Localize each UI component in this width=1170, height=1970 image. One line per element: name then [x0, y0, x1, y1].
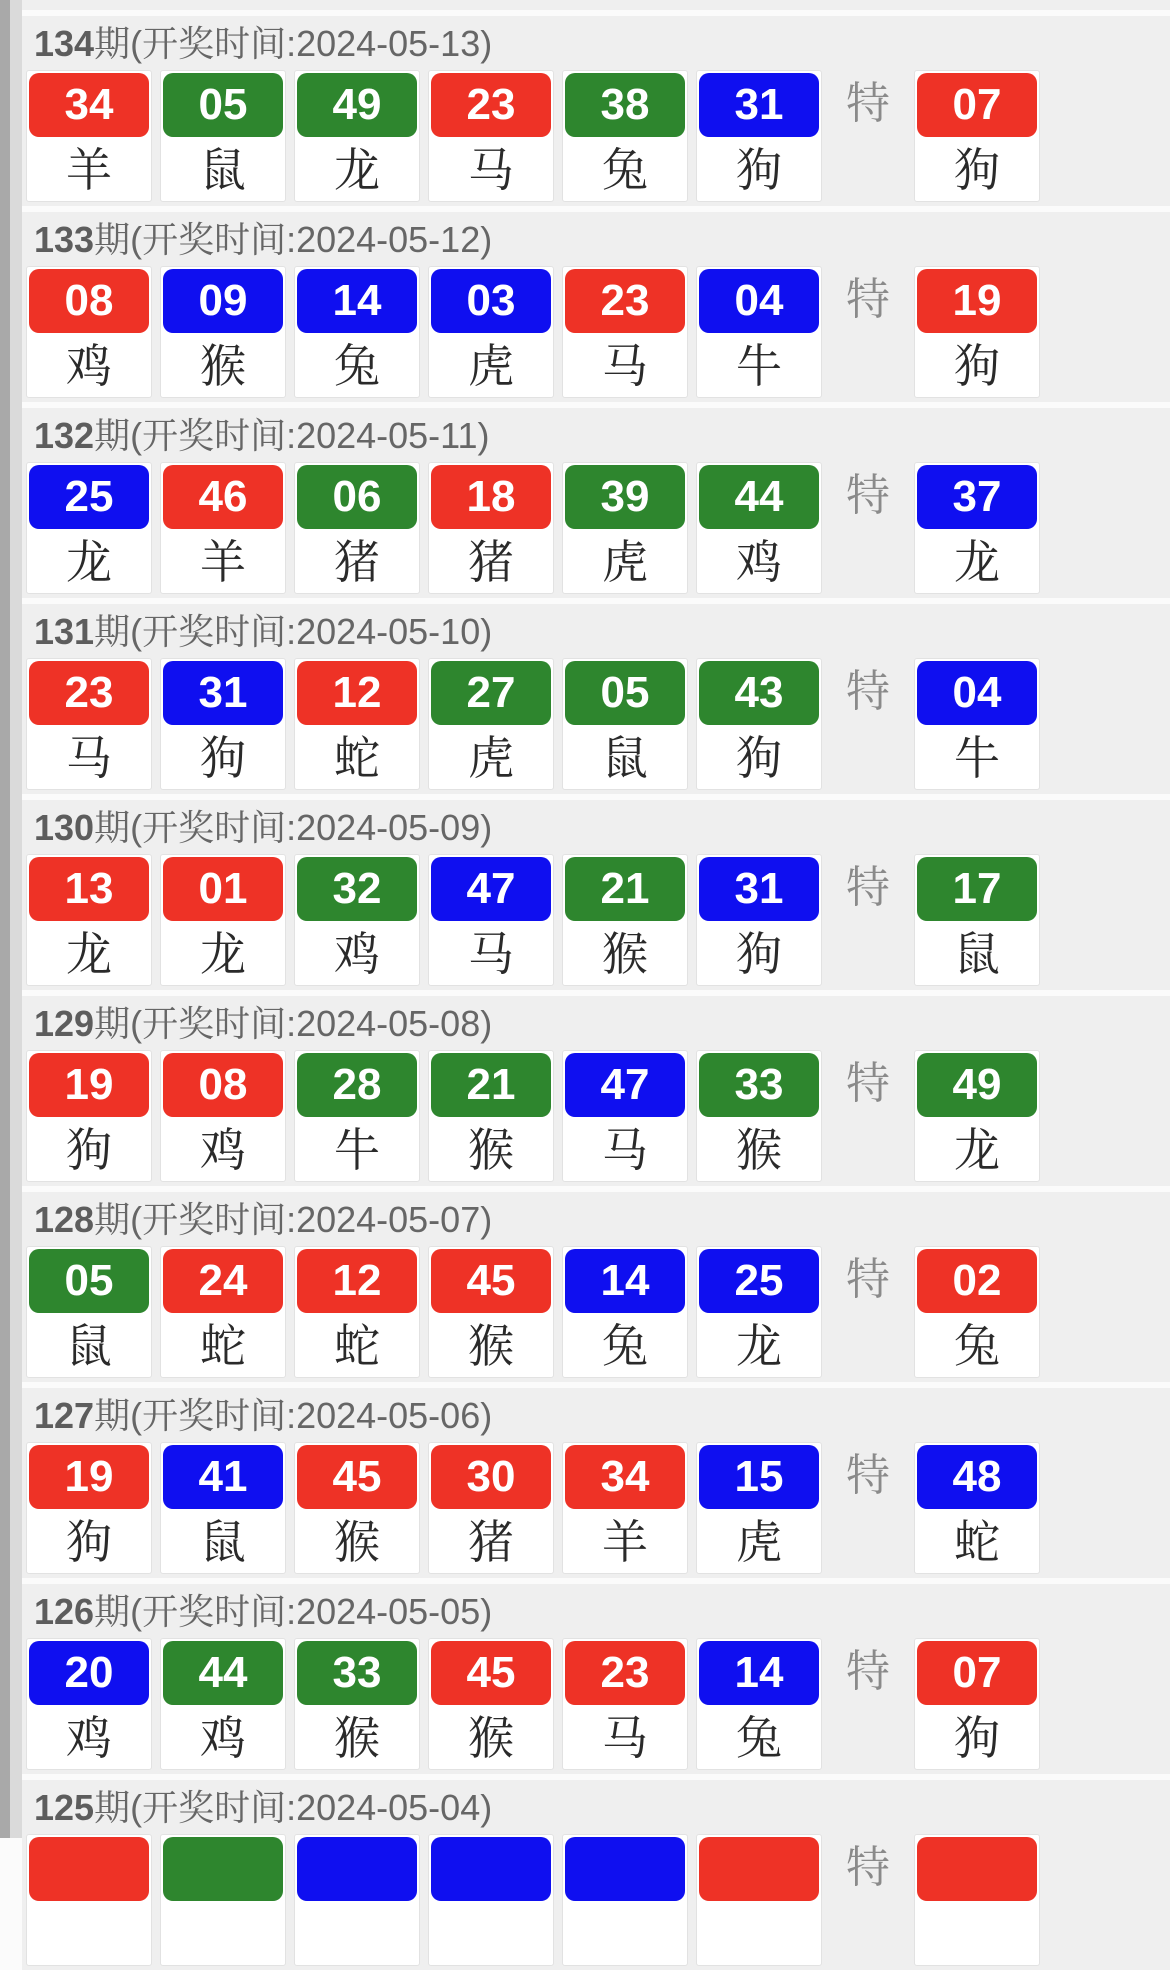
- number-badge: 04: [699, 269, 819, 333]
- number-tile: [562, 1050, 688, 1182]
- draw-period: 133: [34, 219, 95, 260]
- number-tile: [294, 854, 420, 986]
- zodiac-label: 鸡: [200, 1124, 246, 1176]
- number-tile: [160, 70, 286, 202]
- number-badge: 06: [297, 465, 417, 529]
- draw-block: [22, 16, 1170, 206]
- special-label: 特: [846, 667, 890, 716]
- number-badge: 38: [565, 73, 685, 137]
- number-badge: 14: [297, 269, 417, 333]
- draw-period: 129: [34, 1003, 95, 1044]
- number-tile: [294, 1638, 420, 1770]
- zodiac-label: 狗: [66, 1124, 112, 1176]
- number-badge: 05: [565, 661, 685, 725]
- number-badge: 25: [699, 1249, 819, 1313]
- draw-block: [22, 408, 1170, 598]
- draw-header: [26, 1198, 1170, 1242]
- number-badge: 21: [431, 1053, 551, 1117]
- zodiac-label: 鼠: [602, 732, 648, 784]
- draw-block: [22, 996, 1170, 1186]
- number-tile: [562, 70, 688, 202]
- draw-header-text: 期(开奖时间:2024-05-07): [94, 1199, 493, 1240]
- special-label: 特: [846, 1255, 890, 1304]
- number-tile: [160, 266, 286, 398]
- number-badge: 45: [431, 1641, 551, 1705]
- draw-header: [26, 1394, 1170, 1438]
- number-tile: [428, 854, 554, 986]
- special-number-tile: [914, 1638, 1040, 1770]
- number-tile: [26, 462, 152, 594]
- draw-header: [26, 610, 1170, 654]
- number-tile: [160, 854, 286, 986]
- zodiac-label: 鼠: [200, 1516, 246, 1568]
- number-badge: 41: [163, 1445, 283, 1509]
- special-zodiac-label: 龙: [954, 1124, 1000, 1176]
- number-badge: [431, 1837, 551, 1901]
- number-tile: [160, 1638, 286, 1770]
- number-tile: [562, 1638, 688, 1770]
- number-tile: [562, 1246, 688, 1378]
- number-tile: [562, 854, 688, 986]
- number-badge: 08: [29, 269, 149, 333]
- number-badge: 44: [163, 1641, 283, 1705]
- draw-period: 128: [34, 1199, 95, 1240]
- special-zodiac-label: 狗: [954, 340, 1000, 392]
- zodiac-label: 牛: [736, 340, 782, 392]
- zodiac-label: 龙: [66, 928, 112, 980]
- number-tile: [696, 1834, 822, 1966]
- zodiac-label: 猴: [468, 1320, 514, 1372]
- number-tile: [294, 462, 420, 594]
- draw-header-text: 期(开奖时间:2024-05-06): [94, 1395, 493, 1436]
- draw-header-text: 期(开奖时间:2024-05-13): [94, 23, 493, 64]
- number-tile: [160, 1442, 286, 1574]
- number-badge: 05: [29, 1249, 149, 1313]
- number-badge: 25: [29, 465, 149, 529]
- number-badge: 28: [297, 1053, 417, 1117]
- number-tile: [428, 1442, 554, 1574]
- draw-period: 125: [34, 1787, 95, 1828]
- zodiac-label: 马: [602, 1712, 648, 1764]
- zodiac-label: 鸡: [334, 928, 380, 980]
- zodiac-label: 马: [602, 1124, 648, 1176]
- special-number-badge: 04: [917, 661, 1037, 725]
- number-badge: 33: [699, 1053, 819, 1117]
- tile-row: [26, 1050, 1170, 1182]
- zodiac-label: 狗: [736, 732, 782, 784]
- number-tile: [294, 1246, 420, 1378]
- zodiac-label: 兔: [602, 1320, 648, 1372]
- draw-block: [22, 1780, 1170, 1970]
- draw-list: [0, 16, 1170, 1970]
- special-label: 特: [846, 1647, 890, 1696]
- zodiac-label: [27, 1903, 151, 1965]
- special-label: 特: [846, 275, 890, 324]
- number-badge: 30: [431, 1445, 551, 1509]
- zodiac-label: 猴: [736, 1124, 782, 1176]
- number-badge: 45: [297, 1445, 417, 1509]
- draw-period: 134: [34, 23, 95, 64]
- special-number-tile: [914, 1442, 1040, 1574]
- zodiac-label: 虎: [468, 340, 514, 392]
- tile-row: [26, 1638, 1170, 1770]
- draw-block: [22, 1584, 1170, 1774]
- number-tile: [294, 266, 420, 398]
- special-zodiac-label: 龙: [954, 536, 1000, 588]
- number-badge: 24: [163, 1249, 283, 1313]
- number-tile: [428, 70, 554, 202]
- special-label: 特: [846, 1059, 890, 1108]
- number-tile: [562, 266, 688, 398]
- number-tile: [696, 658, 822, 790]
- number-badge: 12: [297, 1249, 417, 1313]
- special-number-tile: [914, 70, 1040, 202]
- special-zodiac-label: 兔: [954, 1320, 1000, 1372]
- number-badge: 18: [431, 465, 551, 529]
- zodiac-label: [161, 1903, 285, 1965]
- number-tile: [294, 70, 420, 202]
- zodiac-label: 猴: [468, 1124, 514, 1176]
- special-number-tile: [914, 658, 1040, 790]
- number-badge: 47: [565, 1053, 685, 1117]
- zodiac-label: 鸡: [200, 1712, 246, 1764]
- special-number-tile: [914, 462, 1040, 594]
- special-number-badge: 37: [917, 465, 1037, 529]
- draw-header-text: 期(开奖时间:2024-05-08): [94, 1003, 493, 1044]
- zodiac-label: 兔: [602, 144, 648, 196]
- number-tile: [696, 1246, 822, 1378]
- draw-block: [22, 212, 1170, 402]
- zodiac-label: 兔: [736, 1712, 782, 1764]
- number-badge: 03: [431, 269, 551, 333]
- zodiac-label: 蛇: [334, 732, 380, 784]
- number-badge: 01: [163, 857, 283, 921]
- zodiac-label: 虎: [602, 536, 648, 588]
- zodiac-label: [295, 1903, 419, 1965]
- number-tile: [428, 1050, 554, 1182]
- special-number-badge: [917, 1837, 1037, 1901]
- tile-row: [26, 854, 1170, 986]
- tile-row: [26, 658, 1170, 790]
- number-tile: [696, 1050, 822, 1182]
- special-label: 特: [846, 79, 890, 128]
- number-tile: [428, 658, 554, 790]
- special-number-badge: 19: [917, 269, 1037, 333]
- zodiac-label: 蛇: [200, 1320, 246, 1372]
- number-tile: [562, 1834, 688, 1966]
- zodiac-label: 羊: [200, 536, 246, 588]
- zodiac-label: 蛇: [334, 1320, 380, 1372]
- number-badge: 39: [565, 465, 685, 529]
- number-badge: 19: [29, 1445, 149, 1509]
- zodiac-label: 兔: [334, 340, 380, 392]
- zodiac-label: 猴: [334, 1712, 380, 1764]
- number-badge: 34: [29, 73, 149, 137]
- number-tile: [696, 1442, 822, 1574]
- draw-header-text: 期(开奖时间:2024-05-04): [94, 1787, 493, 1828]
- zodiac-label: 狗: [200, 732, 246, 784]
- zodiac-label: 猪: [334, 536, 380, 588]
- number-badge: 12: [297, 661, 417, 725]
- draw-period: 126: [34, 1591, 95, 1632]
- special-zodiac-label: 牛: [954, 732, 1000, 784]
- special-label: 特: [846, 1451, 890, 1500]
- number-badge: 32: [297, 857, 417, 921]
- zodiac-label: 马: [468, 928, 514, 980]
- number-badge: [565, 1837, 685, 1901]
- special-number-badge: 17: [917, 857, 1037, 921]
- zodiac-label: 羊: [66, 144, 112, 196]
- draw-header: [26, 1590, 1170, 1634]
- number-tile: [294, 1050, 420, 1182]
- number-badge: 14: [699, 1641, 819, 1705]
- previous-block-sliver: [22, 0, 1170, 10]
- number-tile: [26, 1638, 152, 1770]
- left-gutter-inner-strip: [10, 0, 22, 1838]
- number-badge: 49: [297, 73, 417, 137]
- zodiac-label: 龙: [736, 1320, 782, 1372]
- number-tile: [26, 70, 152, 202]
- draw-period: 131: [34, 611, 95, 652]
- number-tile: [160, 1246, 286, 1378]
- number-tile: [696, 266, 822, 398]
- zodiac-label: 猴: [468, 1712, 514, 1764]
- zodiac-label: 马: [468, 144, 514, 196]
- number-badge: 23: [431, 73, 551, 137]
- draw-header: [26, 22, 1170, 66]
- draw-header-text: 期(开奖时间:2024-05-11): [94, 415, 490, 456]
- draw-block: [22, 1192, 1170, 1382]
- draw-header-text: 期(开奖时间:2024-05-10): [94, 611, 493, 652]
- number-badge: 27: [431, 661, 551, 725]
- draw-header-text: 期(开奖时间:2024-05-05): [94, 1591, 493, 1632]
- special-number-tile: [914, 854, 1040, 986]
- zodiac-label: 鸡: [66, 1712, 112, 1764]
- left-gutter-strip: [0, 0, 10, 1838]
- number-tile: [26, 266, 152, 398]
- number-tile: [428, 462, 554, 594]
- zodiac-label: 虎: [468, 732, 514, 784]
- special-number-badge: 02: [917, 1249, 1037, 1313]
- special-zodiac-label: 蛇: [954, 1516, 1000, 1568]
- number-badge: 44: [699, 465, 819, 529]
- number-tile: [696, 70, 822, 202]
- number-badge: 20: [29, 1641, 149, 1705]
- number-tile: [26, 658, 152, 790]
- zodiac-label: 马: [66, 732, 112, 784]
- number-tile: [294, 658, 420, 790]
- zodiac-label: 鼠: [200, 144, 246, 196]
- number-tile: [294, 1834, 420, 1966]
- special-label: 特: [846, 863, 890, 912]
- number-badge: [29, 1837, 149, 1901]
- draw-header-text: 期(开奖时间:2024-05-09): [94, 807, 493, 848]
- number-badge: 31: [699, 857, 819, 921]
- zodiac-label: 猴: [200, 340, 246, 392]
- draw-header: [26, 806, 1170, 850]
- zodiac-label: 龙: [200, 928, 246, 980]
- draw-header: [26, 218, 1170, 262]
- number-badge: 23: [29, 661, 149, 725]
- special-number-tile: [914, 1050, 1040, 1182]
- number-badge: 21: [565, 857, 685, 921]
- zodiac-label: 鼠: [66, 1320, 112, 1372]
- number-badge: 34: [565, 1445, 685, 1509]
- special-number-badge: 49: [917, 1053, 1037, 1117]
- special-zodiac-label: [915, 1903, 1039, 1965]
- number-tile: [428, 266, 554, 398]
- number-tile: [428, 1834, 554, 1966]
- number-badge: 31: [699, 73, 819, 137]
- zodiac-label: [429, 1903, 553, 1965]
- zodiac-label: 鸡: [736, 536, 782, 588]
- number-tile: [562, 658, 688, 790]
- tile-row: [26, 1834, 1170, 1966]
- special-number-tile: [914, 266, 1040, 398]
- special-zodiac-label: 狗: [954, 144, 1000, 196]
- special-zodiac-label: 狗: [954, 1712, 1000, 1764]
- number-badge: [297, 1837, 417, 1901]
- draw-header: [26, 1002, 1170, 1046]
- zodiac-label: 虎: [736, 1516, 782, 1568]
- zodiac-label: [697, 1903, 821, 1965]
- special-number-tile: [914, 1246, 1040, 1378]
- zodiac-label: 猴: [334, 1516, 380, 1568]
- number-badge: 15: [699, 1445, 819, 1509]
- number-tile: [26, 1050, 152, 1182]
- number-badge: 19: [29, 1053, 149, 1117]
- number-badge: 13: [29, 857, 149, 921]
- draw-block: [22, 604, 1170, 794]
- number-tile: [26, 1246, 152, 1378]
- number-tile: [562, 462, 688, 594]
- special-number-badge: 48: [917, 1445, 1037, 1509]
- number-tile: [696, 1638, 822, 1770]
- number-tile: [26, 1442, 152, 1574]
- zodiac-label: 猴: [602, 928, 648, 980]
- zodiac-label: 狗: [736, 144, 782, 196]
- number-badge: 43: [699, 661, 819, 725]
- number-tile: [26, 854, 152, 986]
- number-badge: 33: [297, 1641, 417, 1705]
- zodiac-label: 羊: [602, 1516, 648, 1568]
- special-number-badge: 07: [917, 1641, 1037, 1705]
- zodiac-label: 牛: [334, 1124, 380, 1176]
- number-tile: [294, 1442, 420, 1574]
- draw-header-text: 期(开奖时间:2024-05-12): [94, 219, 493, 260]
- tile-row: [26, 266, 1170, 398]
- draw-block: [22, 800, 1170, 990]
- number-badge: 23: [565, 1641, 685, 1705]
- special-number-badge: 07: [917, 73, 1037, 137]
- number-badge: 46: [163, 465, 283, 529]
- zodiac-label: 猪: [468, 536, 514, 588]
- tile-row: [26, 70, 1170, 202]
- number-tile: [160, 1834, 286, 1966]
- number-badge: 09: [163, 269, 283, 333]
- draw-header: [26, 414, 1170, 458]
- number-badge: 08: [163, 1053, 283, 1117]
- number-tile: [160, 658, 286, 790]
- number-badge: 23: [565, 269, 685, 333]
- zodiac-label: 马: [602, 340, 648, 392]
- number-tile: [160, 1050, 286, 1182]
- number-tile: [26, 1834, 152, 1966]
- number-badge: [163, 1837, 283, 1901]
- special-number-tile: [914, 1834, 1040, 1966]
- number-tile: [428, 1246, 554, 1378]
- draw-period: 132: [34, 415, 95, 456]
- tile-row: [26, 1442, 1170, 1574]
- draw-block: [22, 1388, 1170, 1578]
- special-label: 特: [846, 1843, 890, 1892]
- number-badge: 05: [163, 73, 283, 137]
- number-badge: 14: [565, 1249, 685, 1313]
- zodiac-label: [563, 1903, 687, 1965]
- tile-row: [26, 1246, 1170, 1378]
- number-tile: [696, 462, 822, 594]
- number-tile: [696, 854, 822, 986]
- zodiac-label: 龙: [334, 144, 380, 196]
- number-tile: [562, 1442, 688, 1574]
- zodiac-label: 狗: [736, 928, 782, 980]
- zodiac-label: 狗: [66, 1516, 112, 1568]
- draw-header: [26, 1786, 1170, 1830]
- draw-period: 127: [34, 1395, 95, 1436]
- tile-row: [26, 462, 1170, 594]
- number-badge: 47: [431, 857, 551, 921]
- number-badge: 31: [163, 661, 283, 725]
- special-zodiac-label: 鼠: [954, 928, 1000, 980]
- special-label: 特: [846, 471, 890, 520]
- number-tile: [160, 462, 286, 594]
- zodiac-label: 鸡: [66, 340, 112, 392]
- number-tile: [428, 1638, 554, 1770]
- zodiac-label: 龙: [66, 536, 112, 588]
- number-badge: [699, 1837, 819, 1901]
- draw-period: 130: [34, 807, 95, 848]
- number-badge: 45: [431, 1249, 551, 1313]
- zodiac-label: 猪: [468, 1516, 514, 1568]
